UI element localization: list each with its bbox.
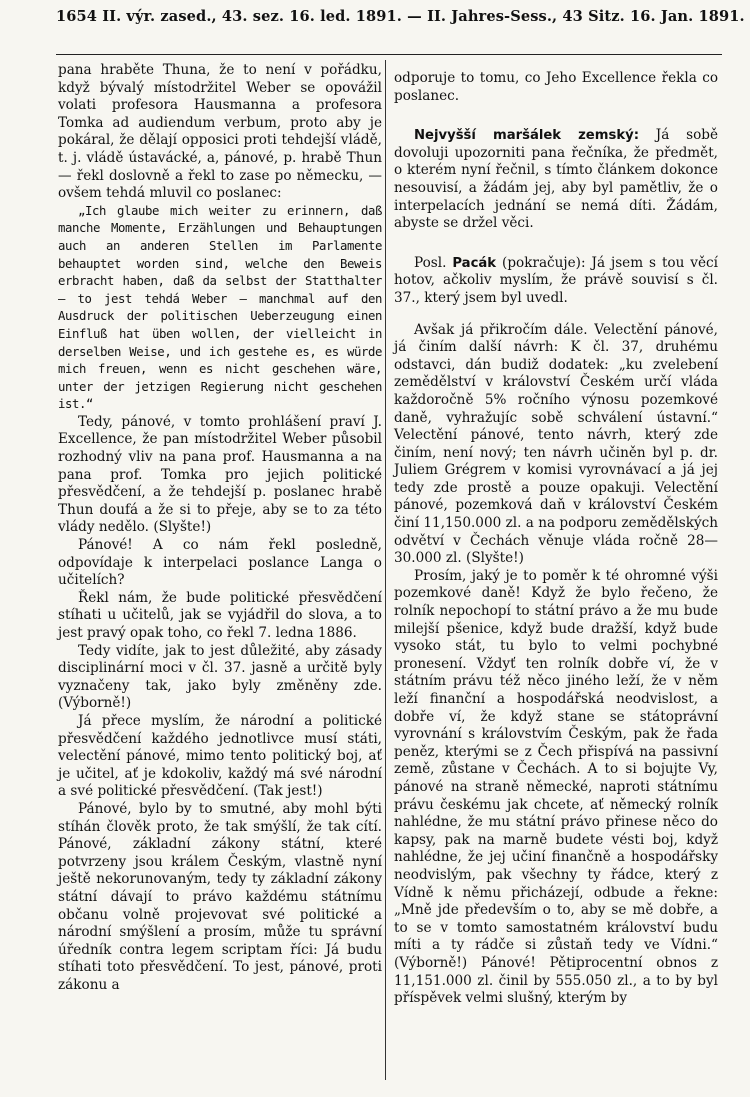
paragraph: Pánové, bylo by to smutné, aby mohl býti stíhán člověk proto, že tak smýšlí, že tak cítí. Pánové, základní zákony státní, které potvrzeny jsou králem Českým, vlastně nyní ještě nekorunovaným, tedy ty základní zákony státní dávají to právo každému státnímu občanu volně projevovat své politické a národní smýšlení a prosím, může tu správní úředník contra legem scriptam říci: Já budu stíhati toto přesvědčení. To jest, pánové, proti zákonu a bbox=[58, 800, 382, 993]
right-column bbox=[394, 70, 718, 1008]
marshal-statement bbox=[394, 127, 718, 233]
paragraph: Tedy, pánové, v tomto prohlášení praví J. Excellence, že pan místodržitel Weber působil rozhodný vliv na pana prof. Hausmanna a na pana prof. Tomka pro jejich politické přesvědčení, a že tehdejší p. poslanec hrabě Thun doufá a že si to přeje, aby se to za této vlády nedělo. (Slyšte!) bbox=[58, 413, 382, 536]
paragraph: Řekl nám, že bude politické přesvědčení stíhati u učitelů, jak se vyjádřil do slova, a to jest pravý opak toho, co řekl 7. ledna 1886. bbox=[58, 589, 382, 641]
session-czech: II. výr. zased., 43. sez. 16. led. 1891. bbox=[102, 8, 402, 25]
page-number: 1654 bbox=[56, 8, 98, 25]
paragraph: Já přece myslím, že národní a politické přesvědčení každého jednotlivce musí státi, velectění pánové, mimo tento politický boj, ať je učitel, ať je kdokoliv, každý má své národní a své politické přesvědčení. (Tak jest!) bbox=[58, 712, 382, 800]
paragraph: Pánové! A co nám řekl posledně, odpovídaje k interpelaci poslance Langa o učitelích? bbox=[58, 537, 382, 589]
page-header bbox=[56, 8, 745, 25]
session-german: II. Jahres-Sess., 43 Sitz. 16. Jan. 1891. bbox=[427, 8, 745, 25]
speaker-note: (pokračuje): bbox=[502, 254, 586, 271]
speaker-prefix: Posl. bbox=[414, 254, 447, 271]
pacak-statement bbox=[394, 255, 718, 308]
paragraph: Prosím, jaký je to poměr k té ohromné výši pozemkové daně! Když že bylo řečeno, že rolník nepochopí to státní právo a že mu bude milejší pšenice, když bude dražší, když bude vysoko stát, tu bylo to velmi pochybné pronesení. Vždyť ten rolník dobře ví, že v státním právu též něco jiného leží, že v něm leží finanční a hospodářská neodvislost, a dobře ví, že když stane se státoprávní vyrovnání s královstvím Českým, pak že řada peněz, kterými se z Čech přispívá na passivní země, zůstane v Čechách. A to si bojujte Vy, pánové na straně německé, naproti státnímu právu českému jak chcete, ať německý rolník nahlédne, že mu státní právo přinese něco do kapsy, pak na marně budete vésti boj, když nahlédne, že jej učiní finančně a hospodářsky neodvislým, pak všechny ty řádce, který z Vídně k němu přicházejí, odbude a řekne: „Mně jde především o to, aby se mě dobře, a to se v tomto samostatném království budu míti a ty rádče si zůstaň tedy ve Vídni.“ (Výborně!) Pánové! Pětiprocentní obnos z 11,151.000 zl. činil by 555.050 zl., a to by byl příspěvek velmi slušný, kterým by bbox=[394, 567, 718, 1007]
paragraph: pana hraběte Thuna, že to není v pořádku, když bývalý místodržitel Weber se opovážil volati profesora Hausmanna a profesora Tomka ad audiendum verbum, proto aby je pokáral, že dělají opposici proti tehdejší vládě, t. j. vládě ústavácké, a, pánové, p. hrabě Thun — řekl doslovně a řekl to zase po německu, — ovšem tehdá mluvil co poslanec: bbox=[58, 62, 382, 202]
speaker-name: Nejvyšší maršálek zemský: bbox=[414, 128, 639, 144]
paragraph: Avšak já přikročím dále. Velectění pánové, já činím další návrh: K čl. 37, druhému odstavci, dán budiž dodatek: „ku zvelebení zemědělství v království Českém určí vláda každoročně 5% ročního výnosu pozemkové daně, vyhražujíc sobě schválení ústavní.“ Velectění pánové, tento návrh, který zde činím, není nový; ten návrh učiněn byl p. dr. Juliem Grégrem v komisi vyrovnávací a já jej tedy zde prostě a pouze opakuji. Velectění pánové, pozemková daň v království Českém činí 11,150.000 zl. a na podporu zemědělských odvětví v Čechách věnuje vláda ročně 28—30.000 zl. (Slyšte!) bbox=[394, 321, 718, 567]
paragraph: odporuje to tomu, co Jeho Excellence řekla co poslanec. bbox=[394, 70, 718, 104]
left-column bbox=[58, 62, 382, 994]
speech-text: Já jsem s tou věcí hotov, ačkoliv myslím, že právě souvisí s čl. 37., který jsem byl uvedl. bbox=[394, 254, 718, 306]
speech-text: Já sobě dovoluji upozorniti pana řečníka, že předmět, o kterém nyní řečnil, s tímto článkem dokonce nesouvisí, a žádám jej, aby byl pamětliv, že o interpelacích jednání se nemá díti. Žádám, abyste se držel věci. bbox=[394, 127, 718, 232]
german-quote: „Ich glaube mich weiter zu erinnern, daß manche Momente, Erzählungen und Behauptungen auch an anderen Stellen im Parlamente behauptet worden sind, welche den Beweis erbracht haben, daß da selbst der Statthalter — to jest tehdá Weber — manchmal auf den Ausdruck der politischen Ueberzeugung einen Einfluß hat üben wollen, der vielleicht in derselben Weise, und ich gestehe es, es würde mich freuen, wenn es nicht geschehen wäre, unter der jetzigen Regierung nicht geschehen ist.“ bbox=[58, 203, 382, 412]
header-separator: — bbox=[407, 8, 422, 25]
column-divider bbox=[385, 60, 386, 1080]
speaker-name: Pacák bbox=[452, 255, 497, 271]
header-rule bbox=[56, 54, 722, 55]
paragraph: Tedy vidíte, jak to jest důležité, aby zásady disciplinární moci v čl. 37. jasně a určitě byly vyznačeny tak, jako byly změněny zde. (Výborně!) bbox=[58, 642, 382, 712]
